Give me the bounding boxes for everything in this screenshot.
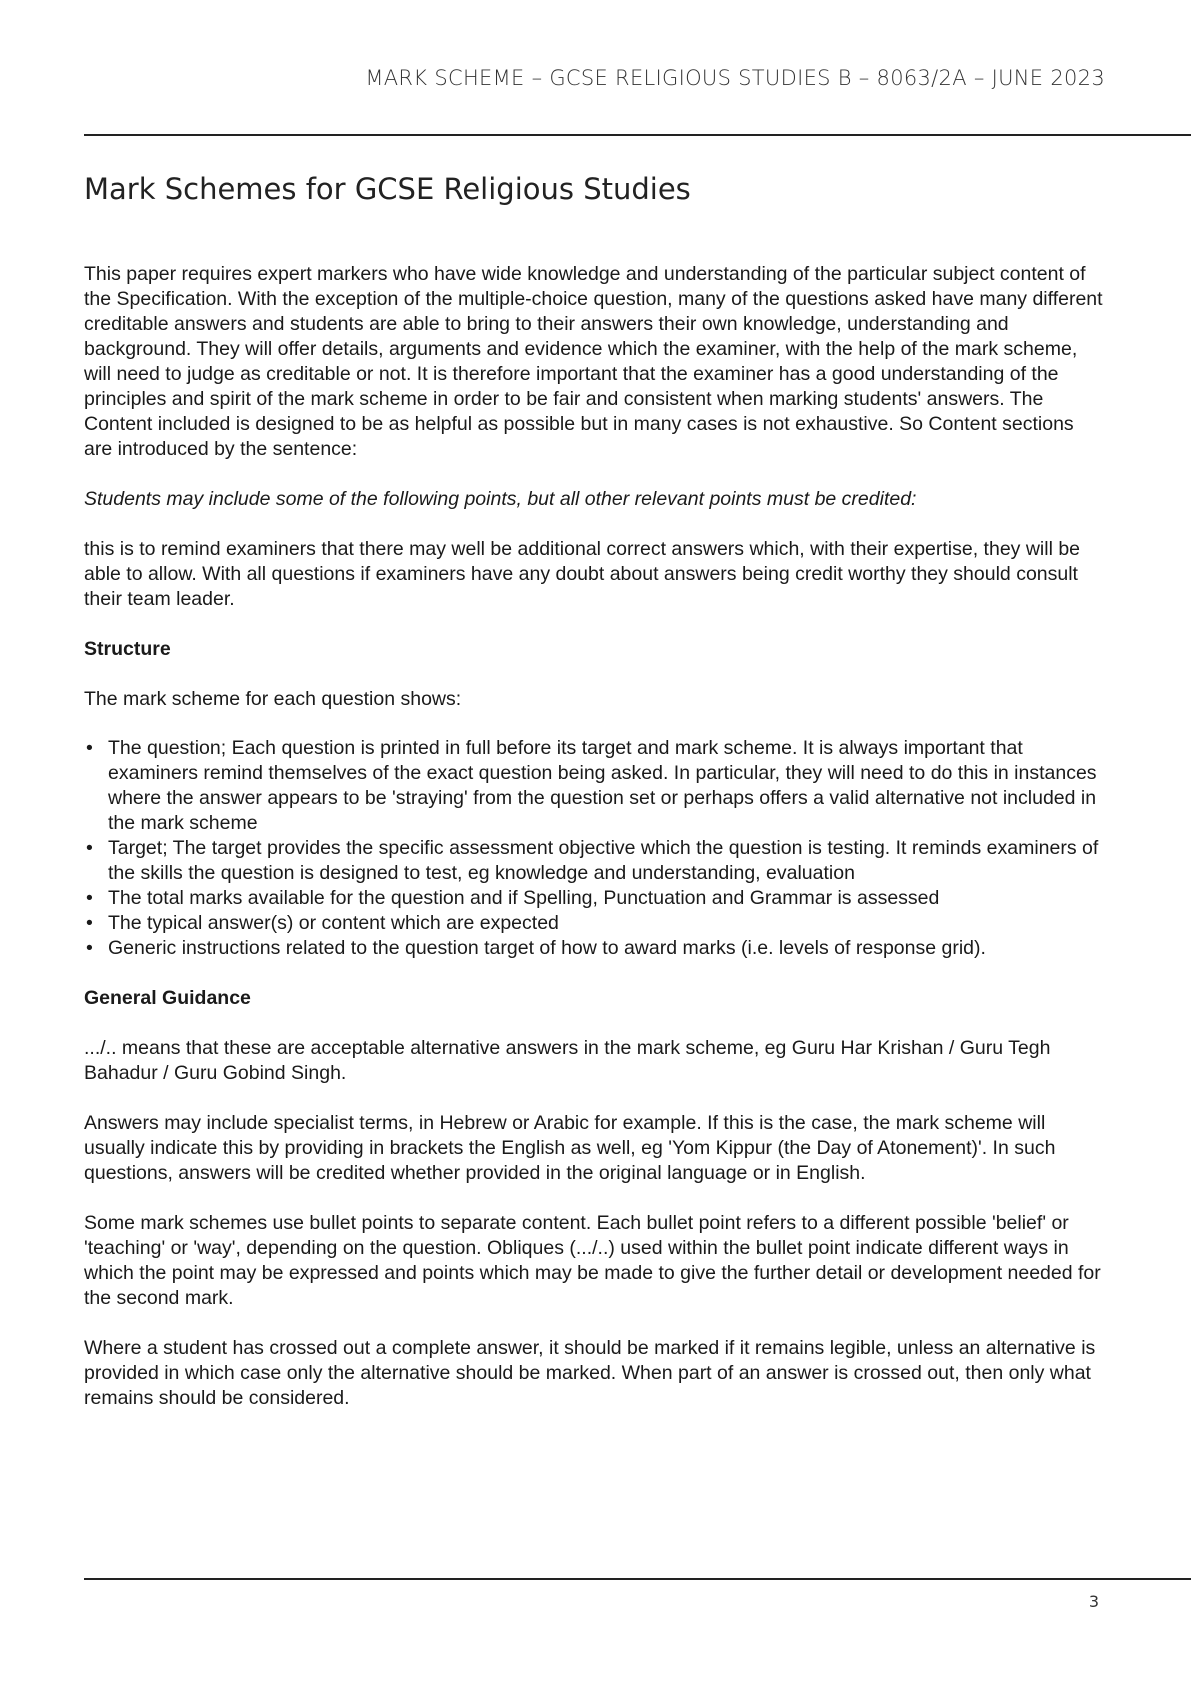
content-intro-sentence: Students may include some of the following points, but all other relevant points must be credited:	[84, 488, 917, 510]
structure-list	[84, 736, 1104, 961]
guidance-paragraph: Answers may include specialist terms, in Hebrew or Arabic for example. If this is the case, the mark scheme will usually indicate this by providing in brackets the English as well, eg 'Yom Kippur (the Day of Atonement)'. In such questions, answers will be credited whether provided in the original language or in English.	[84, 1112, 1056, 1184]
guidance-paragraph: Where a student has crossed out a complete answer, it should be marked if it remains legible, unless an alternative is provided in which case only the alternative should be marked. When part of an answer is crossed out, then only what remains should be considered.	[84, 1337, 1096, 1409]
header-rule	[84, 134, 1191, 136]
footer-rule	[84, 1578, 1191, 1580]
general-guidance-heading: General Guidance	[84, 987, 251, 1009]
list-item: • The typical answer(s) or content which are expected	[84, 911, 1104, 936]
intro-paragraph: This paper requires expert markers who have wide knowledge and understanding of the particular subject content of the Specification. With the exception of the multiple-choice question, many of the questions asked have many different creditable answers and students are able to bring to their answers their own knowledge, understanding and background. They will offer details, arguments and evidence which the examiner, with the help of the mark scheme, will need to judge as creditable or not. It is therefore important that the examiner has a good understanding of the principles and spirit of the mark scheme in order to be fair and consistent when marking students' answers. The Content included is designed to be as helpful as possible but in many cases is not exhaustive. So Content sections are introduced by the sentence:	[84, 263, 1103, 460]
guidance-paragraph: .../.. means that these are acceptable alternative answers in the mark scheme, eg Guru Har Krishan / Guru Tegh Bahadur / Guru Gobind Singh.	[84, 1037, 1051, 1084]
structure-heading: Structure	[84, 638, 171, 660]
structure-lead: The mark scheme for each question shows:	[84, 688, 462, 710]
running-header: MARK SCHEME – GCSE RELIGIOUS STUDIES B – 8063/2A – JUNE 2023	[365, 66, 1105, 90]
document-body	[84, 262, 1104, 1436]
list-item: • The total marks available for the question and if Spelling, Punctuation and Grammar is assessed	[84, 886, 1104, 911]
page-title: Mark Schemes for GCSE Religious Studies	[84, 172, 691, 206]
list-item: • The question; Each question is printed in full before its target and mark scheme. It is always important that examiners remind themselves of the exact question being asked. In particular, they will need to do this in instances where the answer appears to be 'straying' from the question set or perhaps offers a valid alternative not included in the mark scheme	[84, 736, 1104, 836]
list-item: • Generic instructions related to the question target of how to award marks (i.e. levels of response grid).	[84, 936, 1104, 961]
page-number: 3	[1088, 1592, 1099, 1611]
guidance-paragraph: Some mark schemes use bullet points to separate content. Each bullet point refers to a different possible 'belief' or 'teaching' or 'way', depending on the question. Obliques (.../..) used within the bullet point indicate different ways in which the point may be expressed and points which may be made to give the further detail or development needed for the second mark.	[84, 1212, 1101, 1309]
list-item: • Target; The target provides the specific assessment objective which the question is testing. It reminds examiners of the skills the question is designed to test, eg knowledge and understanding, evaluation	[84, 836, 1104, 886]
intro-paragraph-2: this is to remind examiners that there may well be additional correct answers which, with their expertise, they will be able to allow. With all questions if examiners have any doubt about answers being credit worthy they should consult their team leader.	[84, 538, 1081, 610]
